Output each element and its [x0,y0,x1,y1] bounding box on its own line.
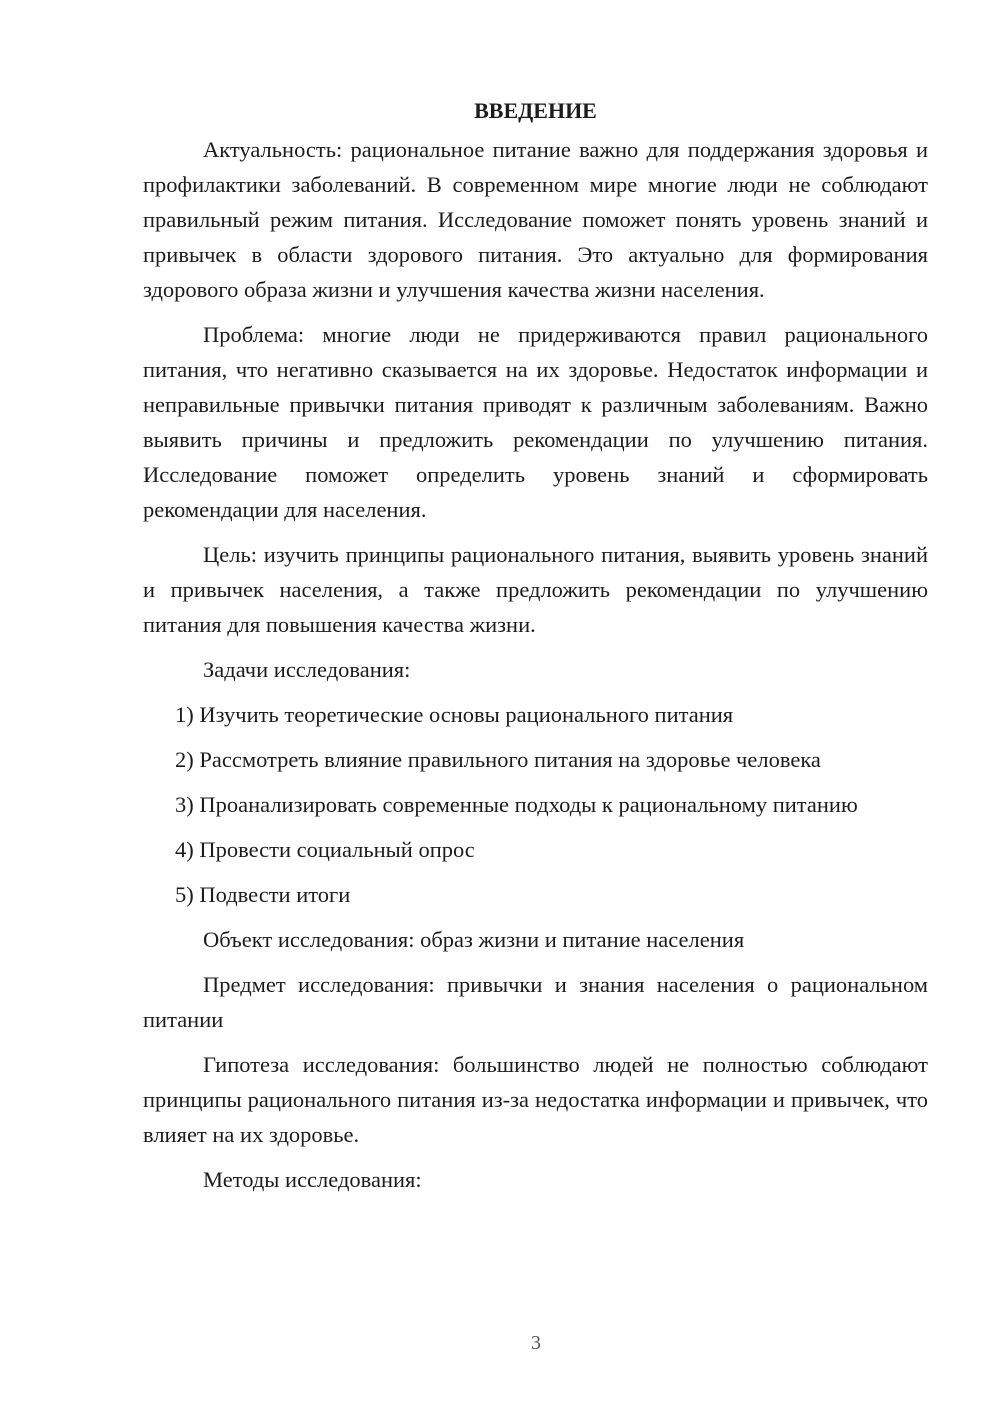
list-item: 5) Подвести итоги [175,882,351,907]
paragraph-object: Объект исследования: образ жизни и питание населения [203,927,745,952]
tasks-list [143,697,928,912]
paragraph-goal: Цель: изучить принципы рационального питания, выявить уровень знаний и привычек населения, а также предложить рекомендации по улучшению питания для повышения качества жизни. [143,542,928,637]
list-item: 4) Провести социальный опрос [175,837,475,862]
page-number: 3 [531,1332,541,1354]
list-item: 1) Изучить теоретические основы рационального питания [175,702,734,727]
paragraph-subject: Предмет исследования: привычки и знания населения о рациональном питании [143,972,928,1032]
list-item: 3) Проанализировать современные подходы к рациональному питанию [175,792,858,817]
document-page [143,94,928,1207]
page-title: ВВЕДЕНИЕ [474,98,597,123]
paragraph-tasks-heading: Задачи исследования: [203,657,411,682]
paragraph-hypothesis: Гипотеза исследования: большинство людей не полностью соблюдают принципы рационального питания из-за недостатка информации и привычек, что влияет на их здоровье. [143,1052,928,1147]
paragraph-problem: Проблема: многие люди не придерживаются правил рационального питания, что негативно сказывается на их здоровье. Недостаток информации и неправильные привычки питания приводят к различным заболеваниям. Важно выявить причины и предложить рекомендации по улучшению питания. Исследование поможет определить уровень знаний и сформировать рекомендации для населения. [143,322,928,522]
list-item: 2) Рассмотреть влияние правильного питания на здоровье человека [175,747,821,772]
paragraph-methods: Методы исследования: [203,1167,422,1192]
paragraph-relevance: Актуальность: рациональное питание важно для поддержания здоровья и профилактики заболеваний. В современном мире многие люди не соблюдают правильный режим питания. Исследование поможет понять уровень знаний и привычек в области здорового питания. Это актуально для формирования здорового образа жизни и улучшения качества жизни населения. [143,137,928,302]
